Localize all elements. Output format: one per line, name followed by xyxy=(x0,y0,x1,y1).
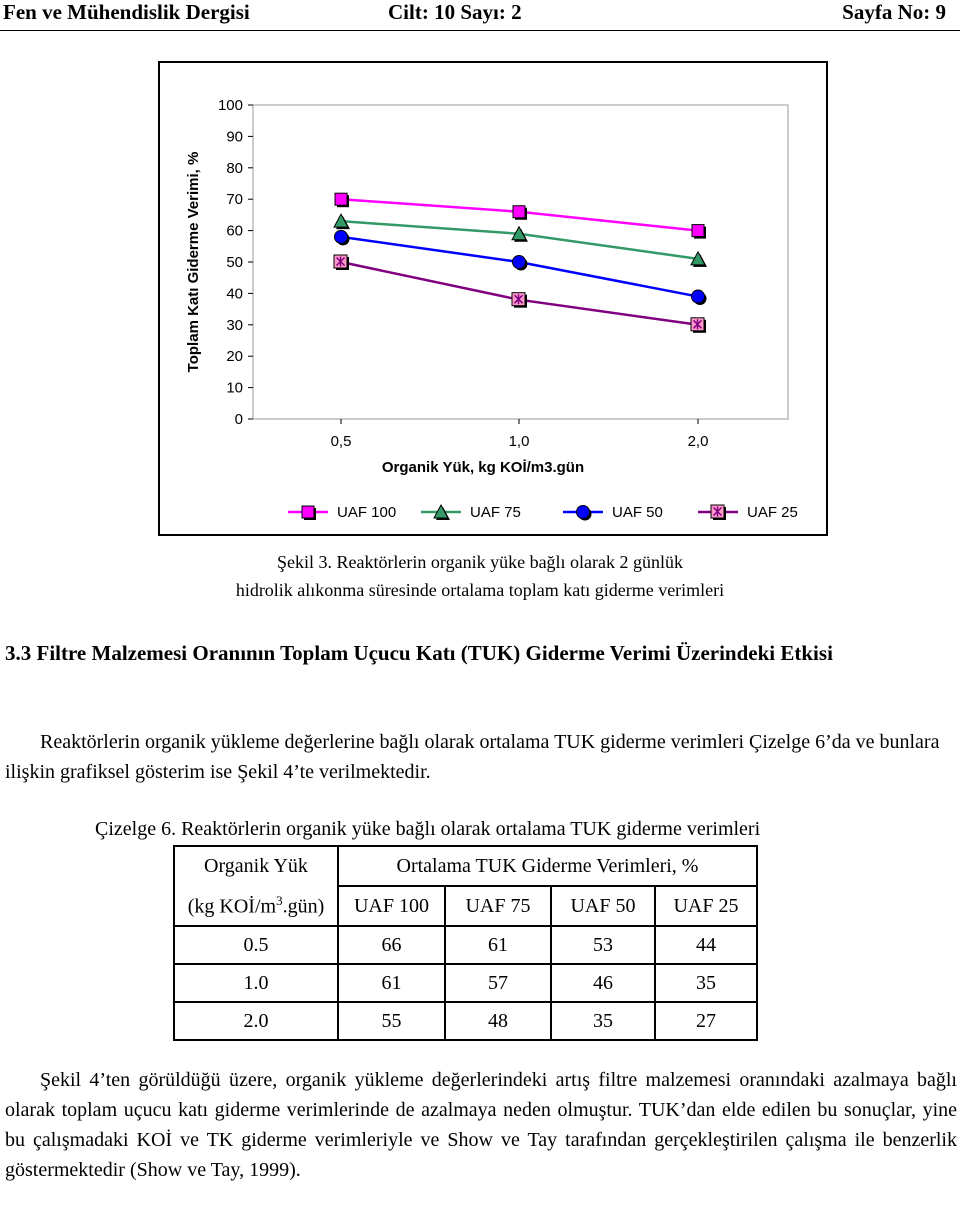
y-tick-label: 60 xyxy=(226,222,243,240)
table-row xyxy=(174,926,757,964)
y-tick-label: 10 xyxy=(226,379,243,397)
x-tick-label: 2,0 xyxy=(687,433,709,450)
table-group-header: Ortalama TUK Giderme Verimleri, % xyxy=(338,846,757,886)
y-tick-label: 40 xyxy=(226,285,243,303)
table-cell: 0.5 xyxy=(174,926,338,964)
efficiency-line-chart xyxy=(158,61,828,536)
x-tick-label: 0,5 xyxy=(330,433,352,450)
table-cell: 2.0 xyxy=(174,1002,338,1040)
legend-label-uaf-50: UAF 50 xyxy=(612,504,663,521)
table-header-unit: (kg KOİ/$m^3.gün$) xyxy=(174,886,338,926)
volume-issue: Cilt: 10 Sayı: 2 xyxy=(388,0,522,24)
section-heading: 3.3 Filtre Malzemesi Oranının Toplam Uçucu Katı (TUK) Giderme Verimi Üzerindeki Etkisi xyxy=(5,641,833,665)
legend-marker-uaf-100 xyxy=(302,506,314,518)
table-header-uaf25: UAF 25 xyxy=(655,886,757,926)
journal-name: Fen ve Mühendislik Dergisi xyxy=(3,0,250,24)
table-header-organik-yuk: Organik Yük xyxy=(174,846,338,886)
legend-marker-uaf-50 xyxy=(577,506,590,519)
table-cell: 53 xyxy=(551,926,655,964)
table-header-uaf50: UAF 50 xyxy=(551,886,655,926)
point-uaf-50 xyxy=(513,256,526,269)
table-row xyxy=(174,964,757,1002)
y-tick-label: 70 xyxy=(226,191,243,209)
y-tick-label: 0 xyxy=(234,411,243,428)
legend-label-uaf-25: UAF 25 xyxy=(747,504,798,521)
table-header-uaf100: UAF 100 xyxy=(338,886,445,926)
table-cell: 55 xyxy=(338,1002,445,1040)
table-cell: 27 xyxy=(696,1009,716,1032)
conclusion-paragraph: Şekil 4’ten görüldüğü üzere, organik yükleme değerlerindeki artış filtre malzemesi oranındaki azalmaya bağlı olarak toplam uçucu katı giderme verimlerinde de azalmaya neden olmuştur. TUK’dan elde edilen bu sonuçlar, yine bu çalışmadaki KOİ ve TK giderme verimleriyle ve Show ve Tay tarafından gerçekleştirilen çalışma ile benzerlik göstermektedir (Show ve Tay, 1999). xyxy=(5,1069,957,1181)
point-uaf-50 xyxy=(335,230,348,243)
y-tick-label: 20 xyxy=(226,348,243,366)
table-caption: Çizelge 6. Reaktörlerin organik yüke bağlı olarak ortalama TUK giderme verimleri xyxy=(95,818,761,840)
table-cell: 66 xyxy=(338,926,445,964)
table-cell: 48 xyxy=(445,1002,551,1040)
table-cell: 1.0 xyxy=(174,964,338,1002)
section-intro-paragraph: Reaktörlerin organik yükleme değerlerine bağlı olarak ortalama TUK giderme verimleri Çizelge 6’da ve bunlara ilişkin grafiksel gösterim ise Şekil 4’te verilmektedir. xyxy=(5,731,940,783)
table-cell: 57 xyxy=(445,964,551,1002)
table-row xyxy=(174,1002,757,1040)
table-cell: 61 xyxy=(445,926,551,964)
y-tick-label: 30 xyxy=(226,316,243,334)
y-tick-label: 100 xyxy=(217,97,243,114)
table-cell: 61 xyxy=(338,964,445,1002)
figure-caption-line2: hidrolik alıkonma süresinde ortalama toplam katı giderme verimleri xyxy=(235,580,725,600)
point-uaf-100 xyxy=(335,193,347,205)
figure-caption-line1: Şekil 3. Reaktörlerin organik yüke bağlı olarak 2 günlük xyxy=(276,552,684,572)
x-tick-label: 1,0 xyxy=(508,433,530,450)
tuk-efficiency-table xyxy=(173,845,758,1041)
table-cell: 46 xyxy=(551,964,655,1002)
point-uaf-100 xyxy=(692,225,704,237)
table-header-uaf75: UAF 75 xyxy=(445,886,551,926)
table-cell: 35 xyxy=(551,1002,655,1040)
point-uaf-50 xyxy=(692,290,705,303)
legend-label-uaf-100: UAF 100 xyxy=(337,504,397,521)
legend-label-uaf-75: UAF 75 xyxy=(470,504,521,521)
y-tick-label: 50 xyxy=(226,254,243,271)
x-axis-label: Organik Yük, kg KOİ/m3.gün xyxy=(381,459,585,476)
y-tick-label: 80 xyxy=(226,159,243,177)
header-rule xyxy=(0,30,960,31)
table-cell: 35 xyxy=(655,964,757,1002)
y-tick-label: 90 xyxy=(226,128,243,146)
running-header xyxy=(0,0,960,32)
y-axis-label: Toplam Katı Giderme Verimi, % xyxy=(185,151,202,373)
point-uaf-100 xyxy=(513,206,525,218)
page-number: Sayfa No: 9 xyxy=(842,0,946,24)
table-cell: 44 xyxy=(655,926,757,964)
